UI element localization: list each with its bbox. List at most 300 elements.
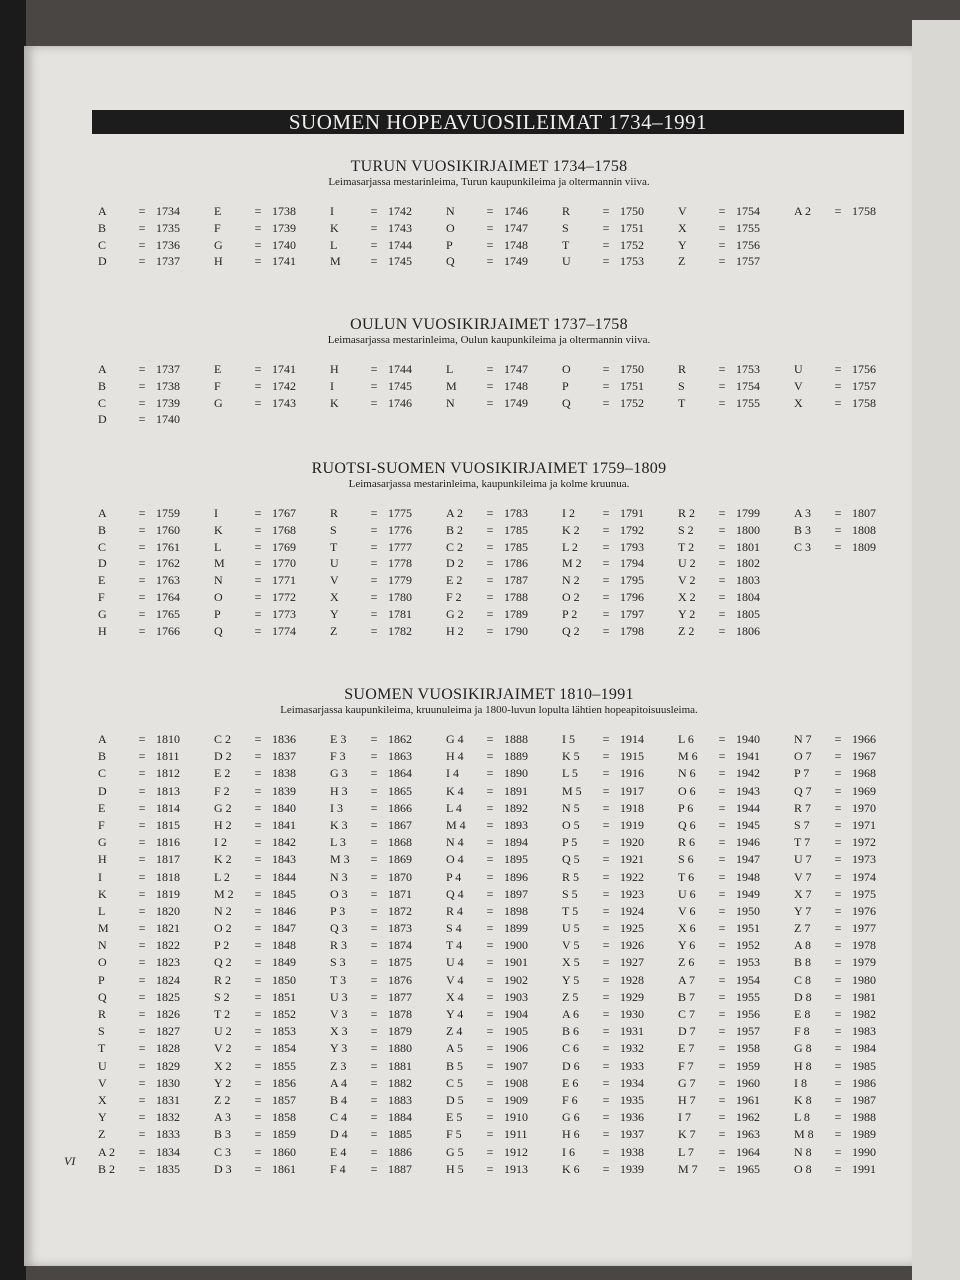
letter-code: H 4 [446,749,464,764]
year-value: 1825 [156,989,180,1004]
equals-sign: = [834,1075,842,1090]
year-value: 1753 [620,254,644,269]
year-value: 1771 [272,573,296,588]
letter-code: C [98,237,107,252]
year-value: 1896 [504,869,528,884]
year-value: 1800 [736,522,760,537]
year-value: 1813 [156,783,180,798]
year-value: 1894 [504,835,528,850]
equals-sign: = [486,378,494,393]
table-row [548,920,664,937]
table-row [664,834,780,851]
table-row [548,783,664,800]
year-value: 1766 [156,623,180,638]
table-row [548,937,664,954]
letter-code: O 7 [794,749,812,764]
year-value: 1772 [272,589,296,604]
equals-sign: = [486,606,494,621]
equals-sign: = [834,955,842,970]
table-row [664,903,780,920]
year-value: 1975 [852,886,876,901]
equals-sign: = [138,1024,146,1039]
table-row [780,748,896,765]
equals-sign: = [486,783,494,798]
section-oulu [84,316,894,428]
equals-sign: = [834,989,842,1004]
equals-sign: = [370,556,378,571]
table-row [548,237,664,254]
table-row [780,731,896,748]
equals-sign: = [254,1127,262,1142]
letter-code: H 3 [330,783,348,798]
letter-code: P 7 [794,766,810,781]
equals-sign: = [834,1041,842,1056]
table-row [780,851,896,868]
table-row [200,1023,316,1040]
letter-code: M 6 [678,749,698,764]
letter-code: Y [98,1110,107,1125]
letter-code: A 2 [446,506,464,520]
year-value: 1804 [736,589,760,604]
letter-code: L 5 [562,766,578,781]
letter-code: B [98,220,107,235]
year-value: 1775 [388,506,412,520]
table-column [84,731,200,1178]
letter-code: N [214,573,223,588]
table-row [316,203,432,220]
equals-sign: = [486,1092,494,1107]
year-value: 1807 [852,506,876,520]
equals-sign: = [138,1161,146,1176]
equals-sign: = [718,220,726,235]
table-row [84,203,200,220]
equals-sign: = [486,972,494,987]
equals-sign: = [138,766,146,781]
table-row [664,731,780,748]
table-row [84,539,200,556]
year-value: 1850 [272,972,296,987]
letter-code: P 4 [446,869,462,884]
equals-sign: = [138,1144,146,1159]
table-row [84,817,200,834]
letter-code: X 2 [214,1058,232,1073]
letter-code: X 3 [330,1024,348,1039]
equals-sign: = [718,783,726,798]
equals-sign: = [602,1092,610,1107]
equals-sign: = [138,522,146,537]
table-row [200,237,316,254]
year-value: 1936 [620,1110,644,1125]
equals-sign: = [718,766,726,781]
table-row [664,1023,780,1040]
year-value: 1881 [388,1058,412,1073]
table-row [664,253,780,270]
equals-sign: = [370,522,378,537]
equals-sign: = [486,1058,494,1073]
year-value: 1991 [852,1161,876,1176]
table-row [432,783,548,800]
table-row [548,954,664,971]
equals-sign: = [370,1161,378,1176]
letter-code: X 2 [678,589,696,604]
table-row [664,800,780,817]
equals-sign: = [602,903,610,918]
letter-code: K [330,220,339,235]
equals-sign: = [602,869,610,884]
year-value: 1979 [852,955,876,970]
year-value: 1812 [156,766,180,781]
letter-code: O 4 [446,852,464,867]
letter-code: T 6 [678,869,695,884]
letter-code: Q 7 [794,783,812,798]
letter-code: D [98,783,107,798]
year-value: 1814 [156,800,180,815]
year-value: 1969 [852,783,876,798]
letter-code: M 8 [794,1127,814,1142]
year-value: 1918 [620,800,644,815]
letter-code: G 3 [330,766,348,781]
equals-sign: = [834,395,842,410]
table-row [780,817,896,834]
letter-code: H 6 [562,1127,580,1142]
letter-code: N 2 [214,903,232,918]
equals-sign: = [602,204,610,218]
equals-sign: = [602,1007,610,1021]
letter-code: T 3 [330,972,347,987]
letter-code: Z 4 [446,1024,463,1039]
table-row [200,800,316,817]
equals-sign: = [718,1144,726,1159]
equals-sign: = [370,589,378,604]
letter-code: L 3 [330,835,346,850]
year-value: 1983 [852,1024,876,1039]
table-column [316,731,432,1178]
table-row [84,869,200,886]
letter-code: Y 2 [214,1075,232,1090]
letter-code: Q 2 [214,955,232,970]
equals-sign: = [486,835,494,850]
letter-code: A 3 [214,1110,232,1125]
equals-sign: = [718,800,726,815]
year-value: 1913 [504,1161,528,1176]
table-row [548,800,664,817]
year-value: 1795 [620,573,644,588]
table-column [84,505,200,639]
year-value: 1910 [504,1110,528,1125]
table-row [780,1006,896,1023]
year-value: 1947 [736,852,760,867]
equals-sign: = [718,1058,726,1073]
table-row [664,869,780,886]
letter-code: B 5 [446,1058,464,1073]
equals-sign: = [486,732,494,746]
letter-code: K 8 [794,1092,812,1107]
letter-code: A [98,362,107,376]
table-column [664,731,780,1178]
table-row [316,1023,432,1040]
letter-code: F 3 [330,749,346,764]
equals-sign: = [138,606,146,621]
table-row [780,395,896,412]
year-value: 1774 [272,623,296,638]
letter-code: P 5 [562,835,578,850]
equals-sign: = [486,938,494,953]
equals-sign: = [254,921,262,936]
year-value: 1938 [620,1144,644,1159]
table-row [664,606,780,623]
equals-sign: = [718,1007,726,1021]
letter-code: H 8 [794,1058,812,1073]
letter-code: A [98,732,107,746]
letter-code: P [98,972,105,987]
table-row [84,954,200,971]
year-value: 1752 [620,395,644,410]
letter-code: R 2 [678,506,696,520]
year-value: 1835 [156,1161,180,1176]
year-value: 1801 [736,539,760,554]
equals-sign: = [370,506,378,520]
year-value: 1816 [156,835,180,850]
equals-sign: = [138,1058,146,1073]
table-row [84,378,200,395]
year-value: 1818 [156,869,180,884]
year-value: 1741 [272,254,296,269]
table-row [316,606,432,623]
table-row [432,954,548,971]
equals-sign: = [718,395,726,410]
letter-code: L 7 [678,1144,694,1159]
letter-code: Z [98,1127,106,1142]
equals-sign: = [718,623,726,638]
table-row [548,886,664,903]
year-value: 1914 [620,732,644,746]
letter-code: R 6 [678,835,696,850]
letter-code: N 6 [678,766,696,781]
table-row [84,1040,200,1057]
year-value: 1985 [852,1058,876,1073]
equals-sign: = [834,817,842,832]
table-row [780,1040,896,1057]
equals-sign: = [602,237,610,252]
year-value: 1967 [852,749,876,764]
table-row [84,851,200,868]
year-value: 1907 [504,1058,528,1073]
letter-code: K 5 [562,749,580,764]
equals-sign: = [254,220,262,235]
letter-code: O [214,589,223,604]
year-value: 1832 [156,1110,180,1125]
year-value: 1817 [156,852,180,867]
table-row [316,1075,432,1092]
year-value: 1855 [272,1058,296,1073]
table-row [316,783,432,800]
table-row [84,237,200,254]
equals-sign: = [254,606,262,621]
equals-sign: = [486,886,494,901]
year-value: 1860 [272,1144,296,1159]
table-row [780,361,896,378]
section-subtitle: Leimasarjassa mestarinleima, Turun kaupunkileima ja oltermannin viiva. [328,176,650,188]
equals-sign: = [834,378,842,393]
table-row [316,1006,432,1023]
table-row [200,1058,316,1075]
year-value: 1810 [156,732,180,746]
equals-sign: = [370,938,378,953]
equals-sign: = [370,1075,378,1090]
equals-sign: = [370,254,378,269]
equals-sign: = [602,556,610,571]
equals-sign: = [370,835,378,850]
table-row [84,572,200,589]
table-row [84,748,200,765]
year-value: 1885 [388,1127,412,1142]
letter-code: U [330,556,339,571]
year-value: 1886 [388,1144,412,1159]
year-value: 1920 [620,835,644,850]
year-value: 1942 [736,766,760,781]
year-value: 1831 [156,1092,180,1107]
year-value: 1767 [272,506,296,520]
year-value: 1930 [620,1007,644,1021]
year-letter-table [84,203,894,270]
table-row [316,505,432,522]
equals-sign: = [602,938,610,953]
year-value: 1911 [504,1127,528,1142]
letter-code: Y 2 [678,606,696,621]
table-row [200,783,316,800]
equals-sign: = [254,1075,262,1090]
letter-code: S 4 [446,921,462,936]
equals-sign: = [138,732,146,746]
section-title: OULUN VUOSIKIRJAIMET 1737–1758 [350,316,628,333]
facing-page-edge [912,20,960,1280]
year-value: 1802 [736,556,760,571]
table-row [200,203,316,220]
year-value: 1963 [736,1127,760,1142]
letter-code: L 8 [794,1110,810,1125]
equals-sign: = [254,589,262,604]
year-value: 1799 [736,506,760,520]
letter-code: K 2 [562,522,580,537]
equals-sign: = [834,903,842,918]
letter-code: Y 7 [794,903,812,918]
table-row [200,954,316,971]
table-row [432,555,548,572]
table-row [548,623,664,640]
letter-code: Y 3 [330,1041,348,1056]
year-value: 1982 [852,1007,876,1021]
table-row [432,220,548,237]
letter-code: L 6 [678,732,694,746]
table-row [664,1161,780,1178]
equals-sign: = [254,955,262,970]
year-value: 1876 [388,972,412,987]
year-value: 1877 [388,989,412,1004]
equals-sign: = [602,539,610,554]
table-row [780,886,896,903]
equals-sign: = [718,903,726,918]
equals-sign: = [138,254,146,269]
equals-sign: = [486,539,494,554]
table-row [84,937,200,954]
year-value: 1791 [620,506,644,520]
year-value: 1735 [156,220,180,235]
year-value: 1909 [504,1092,528,1107]
table-row [84,1126,200,1143]
letter-code: T 5 [562,903,579,918]
table-row [432,203,548,220]
equals-sign: = [834,869,842,884]
equals-sign: = [834,1144,842,1159]
letter-code: E [214,204,222,218]
table-row [316,1040,432,1057]
year-value: 1887 [388,1161,412,1176]
letter-code: N 5 [562,800,580,815]
letter-code: Q [98,989,107,1004]
year-value: 1908 [504,1075,528,1090]
table-row [84,411,200,428]
equals-sign: = [138,395,146,410]
equals-sign: = [254,852,262,867]
year-value: 1954 [736,972,760,987]
table-row [664,623,780,640]
letter-code: D 2 [214,749,232,764]
year-value: 1776 [388,522,412,537]
year-value: 1937 [620,1127,644,1142]
letter-code: X 5 [562,955,580,970]
letter-code: Q 6 [678,817,696,832]
table-row [84,589,200,606]
equals-sign: = [718,378,726,393]
year-value: 1862 [388,732,412,746]
table-row [548,748,664,765]
table-row [432,237,548,254]
year-value: 1931 [620,1024,644,1039]
letter-code: G [214,237,223,252]
table-row [664,1058,780,1075]
letter-code: F [98,817,105,832]
equals-sign: = [138,938,146,953]
table-row [316,589,432,606]
table-row [432,1161,548,1178]
year-value: 1839 [272,783,296,798]
table-row [664,203,780,220]
table-column [432,361,548,428]
table-column [780,361,896,428]
year-value: 1790 [504,623,528,638]
equals-sign: = [254,378,262,393]
table-row [200,220,316,237]
equals-sign: = [834,539,842,554]
table-row [548,869,664,886]
letter-code: E 8 [794,1007,811,1021]
year-value: 1756 [736,237,760,252]
year-value: 1926 [620,938,644,953]
equals-sign: = [254,886,262,901]
table-row [432,869,548,886]
equals-sign: = [602,886,610,901]
year-value: 1797 [620,606,644,621]
equals-sign: = [370,237,378,252]
equals-sign: = [254,783,262,798]
equals-sign: = [138,921,146,936]
letter-code: O 3 [330,886,348,901]
year-value: 1957 [736,1024,760,1039]
equals-sign: = [486,573,494,588]
table-row [432,1144,548,1161]
year-value: 1840 [272,800,296,815]
equals-sign: = [486,1161,494,1176]
